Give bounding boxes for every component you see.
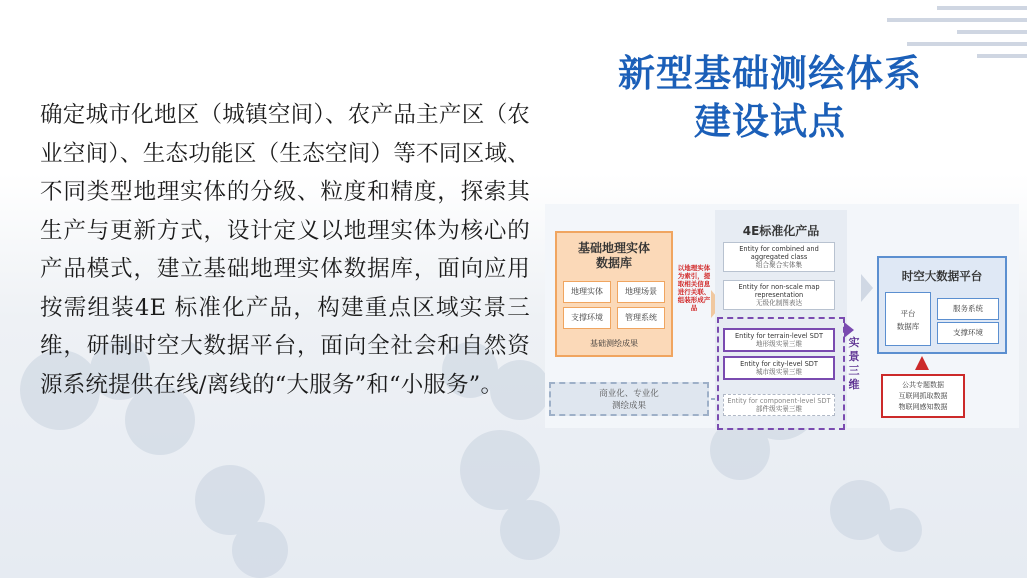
database-cell: 地理场景 [617, 281, 665, 303]
sdt-group-frame [717, 317, 845, 430]
extraction-note: 以地理实体为索引，提取相关信息进行关联、组装形成产品 [677, 264, 711, 312]
product-cn: 部件级实景三维 [755, 405, 803, 413]
sdt-side-label: 实景三维 [848, 336, 860, 391]
product-en: Entity for non-scale map representation [738, 283, 820, 299]
products-title: 4E标准化产品 [742, 224, 820, 238]
title-line-2: 建设试点 [694, 100, 846, 143]
product-en: Entity for combined and aggregated class [739, 245, 819, 261]
database-cell: 地理实体 [563, 281, 611, 303]
product-en: Entity for city-level SDT [740, 360, 818, 368]
product-en: Entity for terrain-level SDT [735, 332, 823, 340]
data-sources-box: 公共专题数据 互联网抓取数据 物联网感知数据 [881, 374, 965, 418]
platform-cell: 支撑环境 [937, 322, 999, 344]
architecture-diagram [545, 204, 1019, 428]
product-cn: 无级化制图表达 [755, 299, 803, 307]
platform-database-cell: 平台 数据库 [885, 292, 931, 346]
product-item [723, 280, 835, 310]
platform-cell: 服务系统 [937, 298, 999, 320]
database-cell: 支撑环境 [563, 307, 611, 329]
slide-title [560, 50, 980, 146]
database-box [555, 231, 673, 357]
product-item [723, 242, 835, 272]
product-cn: 城市级实景三维 [755, 368, 803, 376]
arrow-up-icon [915, 356, 929, 370]
database-cell: 管理系统 [617, 307, 665, 329]
product-cn: 地形级实景三维 [755, 340, 803, 348]
arrow-right-icon [861, 274, 873, 302]
commercial-results-box: 商业化、专业化 测绘成果 [549, 382, 709, 416]
body-paragraph: 确定城市化地区（城镇空间）、农产品主产区（农业空间）、生态功能区（生态空间）等不同区域、不同类型地理实体的分级、粒度和精度，探索其生产与更新方式，设计定义以地理实体为核心的产品模式，建立基础地理实体数据库，面向应用按需组装4E 标准化产品，构建重点区域实景三维，研制时空大数据平台，面向全社会和自然资源系统提供在线/离线的“大服务”和“小服务”。 [40, 102, 530, 398]
product-en: Entity for component-level SDT [727, 397, 831, 405]
product-cn: 组合聚合实体集 [755, 261, 803, 269]
platform-title: 时空大数据平台 [901, 269, 983, 283]
database-title: 基础地理实体 数据库 [577, 241, 650, 270]
platform-box [877, 256, 1007, 354]
title-line-1: 新型基础测绘体系 [618, 52, 922, 95]
database-footer: 基础测绘成果 [590, 339, 638, 348]
